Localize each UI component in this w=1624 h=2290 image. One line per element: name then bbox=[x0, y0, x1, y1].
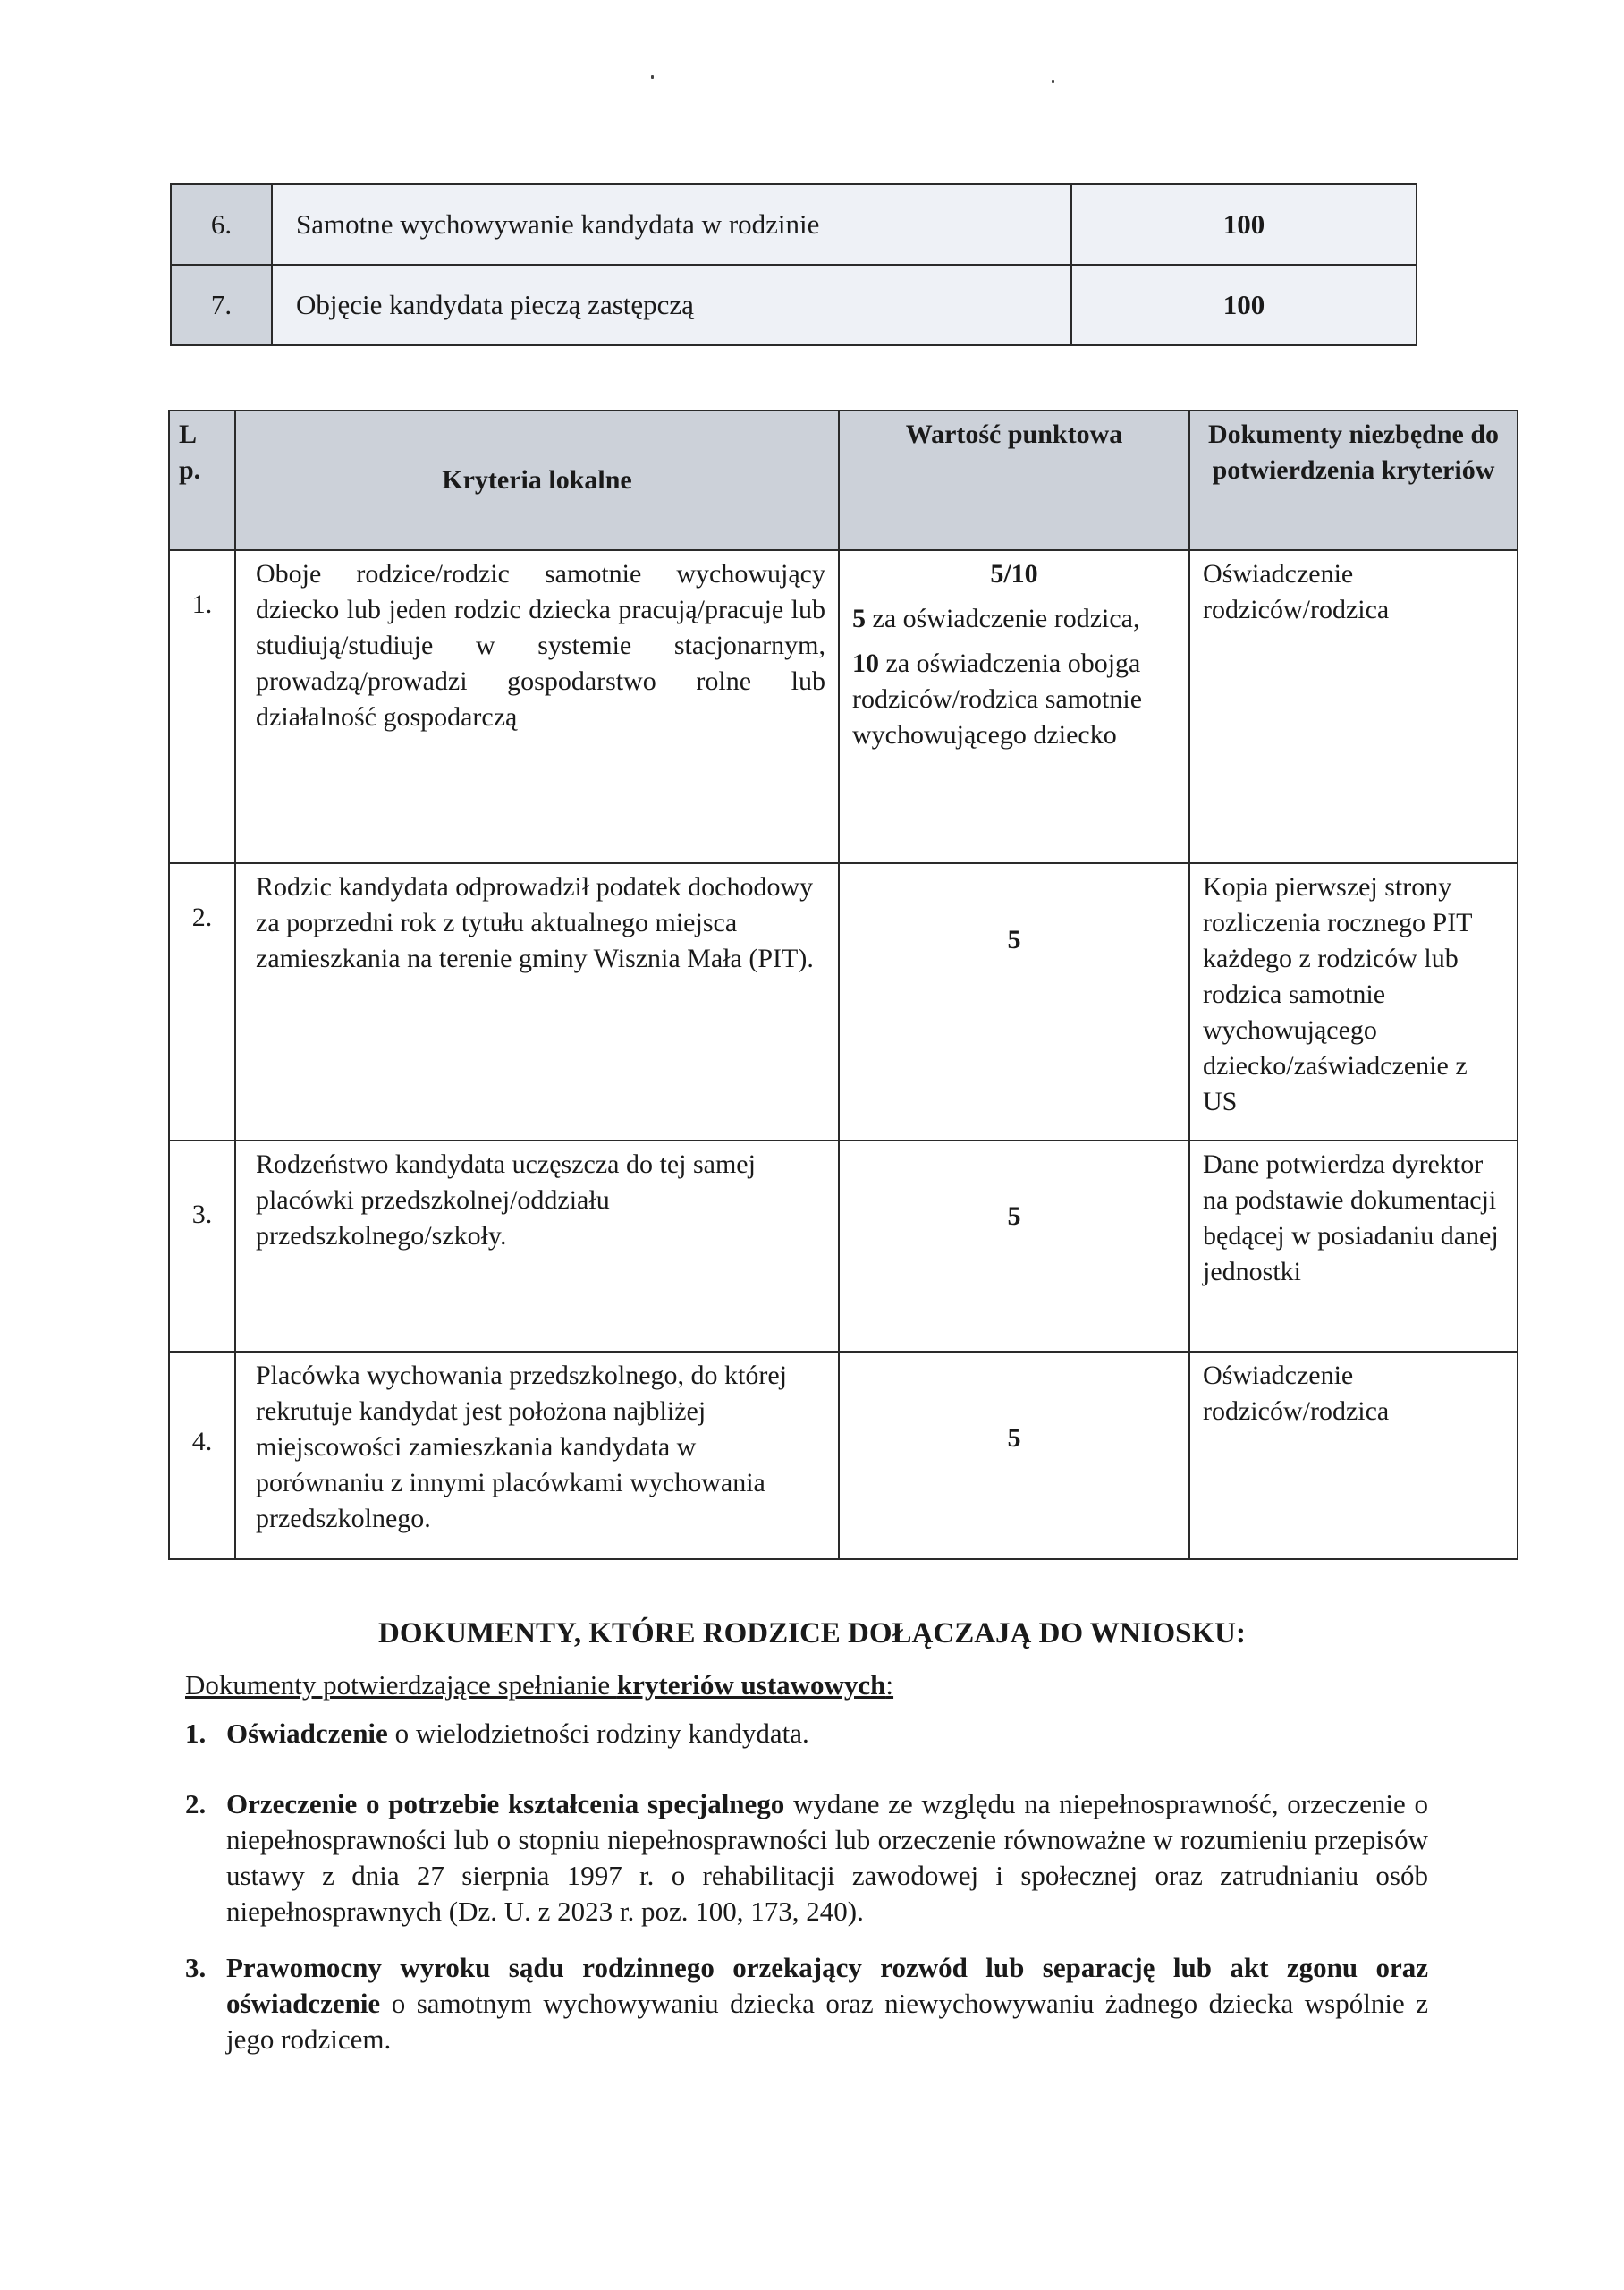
points-detail-text: za oświadczenia obojga rodziców/rodzica samotnie wychowującego dziecko bbox=[852, 649, 1143, 750]
documents-text: Oświadczenie rodziców/rodzica bbox=[1189, 1352, 1518, 1559]
table-row bbox=[169, 1141, 1518, 1352]
points-detail-value: 5 bbox=[852, 604, 866, 633]
list-item bbox=[185, 1716, 1428, 1751]
row-number: 4. bbox=[169, 1352, 235, 1559]
scan-speck bbox=[1052, 80, 1054, 83]
criterion-text: Oboje rodzice/rodzic samotnie wychowujący dziecko lub jeden rodzic dziecka pracują/pracuje lub studiują/studiuje w systemie stacjonarnym, prowadzą/prowadzi gospodarstwo rolne lub działalność gospodarczą bbox=[235, 550, 839, 863]
subheading-plain: Dokumenty potwierdzające spełnianie bbox=[185, 1669, 617, 1701]
section-title: DOKUMENTY, KTÓRE RODZICE DOŁĄCZAJĄ DO WNIOSKU: bbox=[378, 1617, 1246, 1650]
subheading-end: : bbox=[885, 1669, 894, 1701]
points-value: 5 bbox=[839, 863, 1189, 1141]
row-number: 3. bbox=[169, 1141, 235, 1352]
list-text-plain: o wielodzietności rodziny kandydata. bbox=[387, 1718, 809, 1749]
list-text bbox=[226, 1786, 1428, 1930]
criterion-text: Rodzeństwo kandydata uczęszcza do tej samej placówki przedszkolnej/oddziału przedszkolnego/szkoły. bbox=[235, 1141, 839, 1352]
table-row bbox=[171, 265, 1417, 345]
list-text bbox=[226, 1716, 1428, 1751]
subheading-bold: kryteriów ustawowych bbox=[616, 1669, 886, 1701]
criterion-text: Rodzic kandydata odprowadził podatek dochodowy za poprzedni rok z tytułu aktualnego miejsca zamieszkania na terenie gminy Wisznia Mała (PIT). bbox=[235, 863, 839, 1141]
documents-list-item-3 bbox=[185, 1950, 1428, 2057]
points-detail-both bbox=[852, 646, 1176, 753]
scan-speck bbox=[651, 75, 654, 79]
row-number: 6. bbox=[171, 184, 272, 265]
points-value: 5 bbox=[839, 1141, 1189, 1352]
points-detail-single bbox=[852, 601, 1176, 637]
points-detail-text: za oświadczenie rodzica, bbox=[866, 604, 1140, 633]
criterion-text: Samotne wychowywanie kandydata w rodzinie bbox=[272, 184, 1071, 265]
local-criteria-table bbox=[168, 410, 1518, 1560]
list-text bbox=[226, 1950, 1428, 2057]
table-row bbox=[171, 184, 1417, 265]
header-criteria: Kryteria lokalne bbox=[235, 411, 839, 550]
row-number: 2. bbox=[169, 863, 235, 1141]
criterion-text: Placówka wychowania przedszkolnego, do której rekrutuje kandydat jest położona najbliżej miejscowości zamieszkania kandydata w porównaniu z innymi placówkami wychowania przedszkolnego. bbox=[235, 1352, 839, 1559]
points-value: 100 bbox=[1071, 265, 1417, 345]
list-item bbox=[185, 1950, 1428, 2057]
list-number: 1. bbox=[185, 1718, 207, 1749]
documents-text: Kopia pierwszej strony rozliczenia rocznego PIT każdego z rodziców lub rodzica samotnie wychowującego dziecko/zaświadczenie z US bbox=[1189, 863, 1518, 1141]
header-lp bbox=[169, 411, 235, 550]
list-number: 3. bbox=[185, 1952, 207, 1983]
list-number: 2. bbox=[185, 1788, 207, 1819]
table-header-row bbox=[169, 411, 1518, 550]
header-points: Wartość punktowa bbox=[839, 411, 1189, 550]
list-text-bold: Orzeczenie o potrzebie kształcenia specjalnego bbox=[226, 1788, 785, 1819]
list-text-plain: wydane ze względu na niepełnosprawność, orzeczenie o niepełnosprawności lub o stopniu niepełnosprawności lub orzeczenie równoważne w rozumieniu przepisów ustawy z dnia 27 sierpnia 1997 r. o rehabilitacji zawodowej i społecznej oraz zatrudnianiu osób niepełnosprawnych (Dz. U. z 2023 r. poz. 100, 173, 240). bbox=[226, 1788, 1428, 1927]
table-row bbox=[169, 863, 1518, 1141]
header-documents: Dokumenty niezbędne do potwierdzenia kryteriów bbox=[1189, 411, 1518, 550]
row-number: 7. bbox=[171, 265, 272, 345]
documents-list-item-2 bbox=[185, 1786, 1428, 1930]
points-value: 100 bbox=[1071, 184, 1417, 265]
subheading bbox=[185, 1669, 893, 1701]
documents-text: Dane potwierdza dyrektor na podstawie dokumentacji będącej w posiadaniu danej jednostki bbox=[1189, 1141, 1518, 1352]
list-text-bold: Prawomocny wyroku sądu rodzinnego orzekający rozwód lub separację lub akt zgonu oraz oświadczenie bbox=[226, 1952, 1428, 2019]
criterion-text: Objęcie kandydata pieczą zastępczą bbox=[272, 265, 1071, 345]
table-row bbox=[169, 550, 1518, 863]
documents-text: Oświadczenie rodziców/rodzica bbox=[1189, 550, 1518, 863]
points-detail-value: 10 bbox=[852, 649, 879, 678]
list-item bbox=[185, 1786, 1428, 1930]
documents-list-item-1 bbox=[185, 1716, 1428, 1751]
header-lp-label: L p. bbox=[179, 420, 201, 485]
list-text-bold: Oświadczenie bbox=[226, 1718, 388, 1749]
points-cell bbox=[839, 550, 1189, 863]
points-title: 5/10 bbox=[990, 559, 1038, 589]
points-value: 5 bbox=[839, 1352, 1189, 1559]
list-text-plain: o samotnym wychowywaniu dziecka oraz niewychowywaniu żadnego dziecka wspólnie z jego rodzicem. bbox=[226, 1988, 1428, 2055]
statutory-criteria-table bbox=[170, 183, 1417, 346]
row-number: 1. bbox=[169, 550, 235, 863]
table-row bbox=[169, 1352, 1518, 1559]
